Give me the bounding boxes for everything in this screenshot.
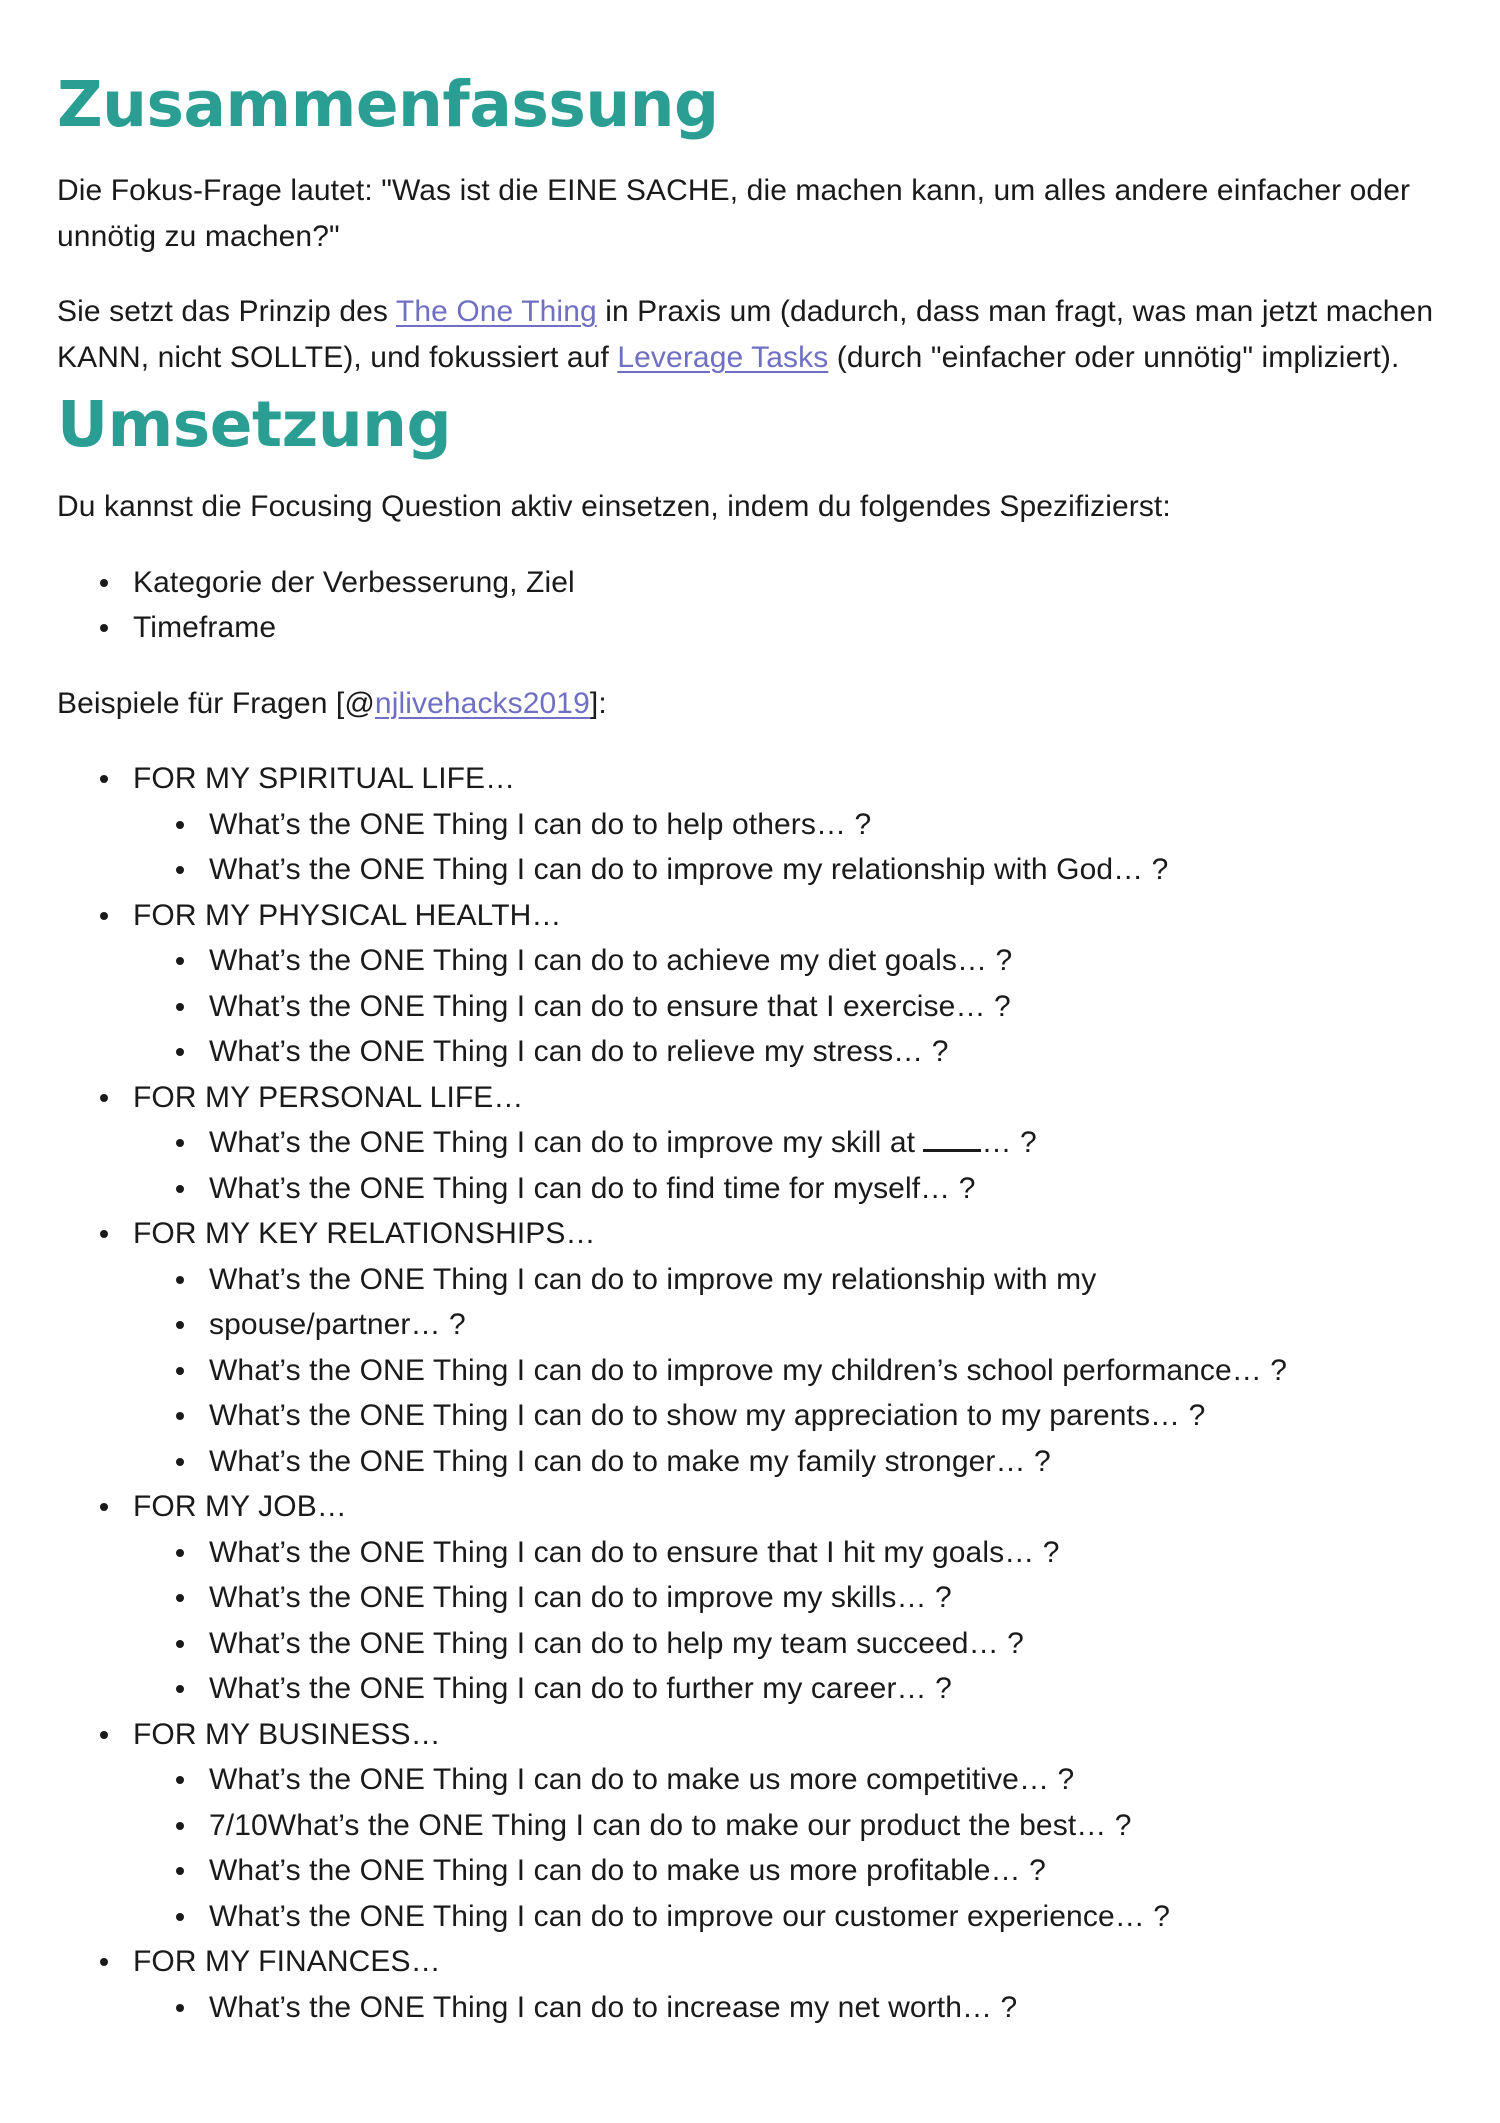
question-list <box>133 1757 1440 1939</box>
summary-paragraph-1: Die Fokus-Frage lautet: "Was ist die EINE SACHE, die machen kann, um alles andere einfacher oder unnötig zu machen?" <box>57 174 1411 253</box>
list-item: What’s the ONE Thing I can do to make us more profitable… ? <box>133 1848 1440 1894</box>
question-list <box>133 1257 1440 1485</box>
list-item <box>133 1120 1440 1166</box>
category-label: FOR MY KEY RELATIONSHIPS… <box>133 1217 596 1250</box>
list-item: What’s the ONE Thing I can do to find time for myself… ? <box>133 1166 1440 1212</box>
question-list <box>133 1120 1440 1211</box>
category-label: FOR MY SPIRITUAL LIFE… <box>133 762 516 795</box>
category-item-finances <box>57 1939 1440 2030</box>
list-item: What’s the ONE Thing I can do to improve my relationship with God… ? <box>133 847 1440 893</box>
spec-list <box>57 560 1440 651</box>
list-item: What’s the ONE Thing I can do to show my appreciation to my parents… ? <box>133 1393 1440 1439</box>
examples-intro <box>57 681 1440 727</box>
list-item: What’s the ONE Thing I can do to help my team succeed… ? <box>133 1621 1440 1667</box>
list-item: What’s the ONE Thing I can do to improve our customer experience… ? <box>133 1894 1440 1940</box>
list-item: spouse/partner… ? <box>133 1302 1440 1348</box>
category-item-personal <box>57 1075 1440 1212</box>
heading-implementation: Umsetzung <box>57 388 452 461</box>
list-item: 7/10What’s the ONE Thing I can do to make our product the best… ? <box>133 1803 1440 1849</box>
question-list <box>133 1530 1440 1712</box>
list-item: What’s the ONE Thing I can do to ensure that I exercise… ? <box>133 984 1440 1030</box>
question-text: What’s the ONE Thing I can do to improve my skill at <box>209 1126 924 1159</box>
category-label: FOR MY FINANCES… <box>133 1945 441 1978</box>
summary-text-a: Sie setzt das Prinzip des <box>57 295 396 328</box>
link-the-one-thing[interactable]: The One Thing <box>395 295 597 328</box>
link-citation[interactable]: njlivehacks2019 <box>374 686 590 720</box>
category-item-physical <box>57 893 1440 1075</box>
list-item: What’s the ONE Thing I can do to improve my skills… ? <box>133 1575 1440 1621</box>
question-category-list <box>57 756 1440 2030</box>
examples-text-a: Beispiele für Fragen [@ <box>57 686 375 720</box>
category-label: FOR MY BUSINESS… <box>133 1717 441 1751</box>
list-item: Timeframe <box>57 605 1440 651</box>
heading-summary: Zusammenfassung <box>57 68 719 141</box>
question-list <box>133 802 1440 893</box>
list-item: What’s the ONE Thing I can do to make my family stronger… ? <box>133 1439 1440 1485</box>
summary-paragraph-2 <box>57 289 1440 380</box>
category-item-job <box>57 1484 1440 1712</box>
link-leverage-tasks[interactable]: Leverage Tasks <box>617 340 829 374</box>
category-item-spiritual <box>57 756 1440 893</box>
summary-text-b: in Praxis um (dadurch, dass man fragt, was man jetzt machen KANN, nicht SOLLTE), und fokussiert auf <box>57 295 1434 374</box>
category-label: FOR MY JOB… <box>133 1490 347 1523</box>
fill-in-blank <box>923 1123 981 1152</box>
category-item-business <box>57 1712 1440 1940</box>
category-label: FOR MY PHYSICAL HEALTH… <box>133 898 562 932</box>
summary-text-c: (durch "einfacher oder unnötig" impliziert). <box>828 340 1400 374</box>
question-list <box>133 1985 1440 2031</box>
list-item: What’s the ONE Thing I can do to improve my children’s school performance… ? <box>133 1348 1440 1394</box>
list-item: What’s the ONE Thing I can do to further my career… ? <box>133 1666 1440 1712</box>
list-item: What’s the ONE Thing I can do to relieve my stress… ? <box>133 1029 1440 1075</box>
list-item: What’s the ONE Thing I can do to ensure that I hit my goals… ? <box>133 1530 1440 1576</box>
list-item: What’s the ONE Thing I can do to help others… ? <box>133 802 1440 848</box>
list-item: What’s the ONE Thing I can do to improve my relationship with my <box>133 1257 1440 1303</box>
category-item-relationships <box>57 1211 1440 1484</box>
list-item: What’s the ONE Thing I can do to make us more competitive… ? <box>133 1757 1440 1803</box>
category-label: FOR MY PERSONAL LIFE… <box>133 1080 524 1114</box>
implementation-intro: Du kannst die Focusing Question aktiv einsetzen, indem du folgendes Spezifizierst: <box>57 490 1171 523</box>
list-item: What’s the ONE Thing I can do to increase my net worth… ? <box>133 1985 1440 2031</box>
question-list <box>133 938 1440 1075</box>
question-suffix: … ? <box>981 1126 1037 1159</box>
examples-text-b: ]: <box>589 686 607 720</box>
list-item: Kategorie der Verbesserung, Ziel <box>57 560 1440 606</box>
list-item: What’s the ONE Thing I can do to achieve my diet goals… ? <box>133 938 1440 984</box>
